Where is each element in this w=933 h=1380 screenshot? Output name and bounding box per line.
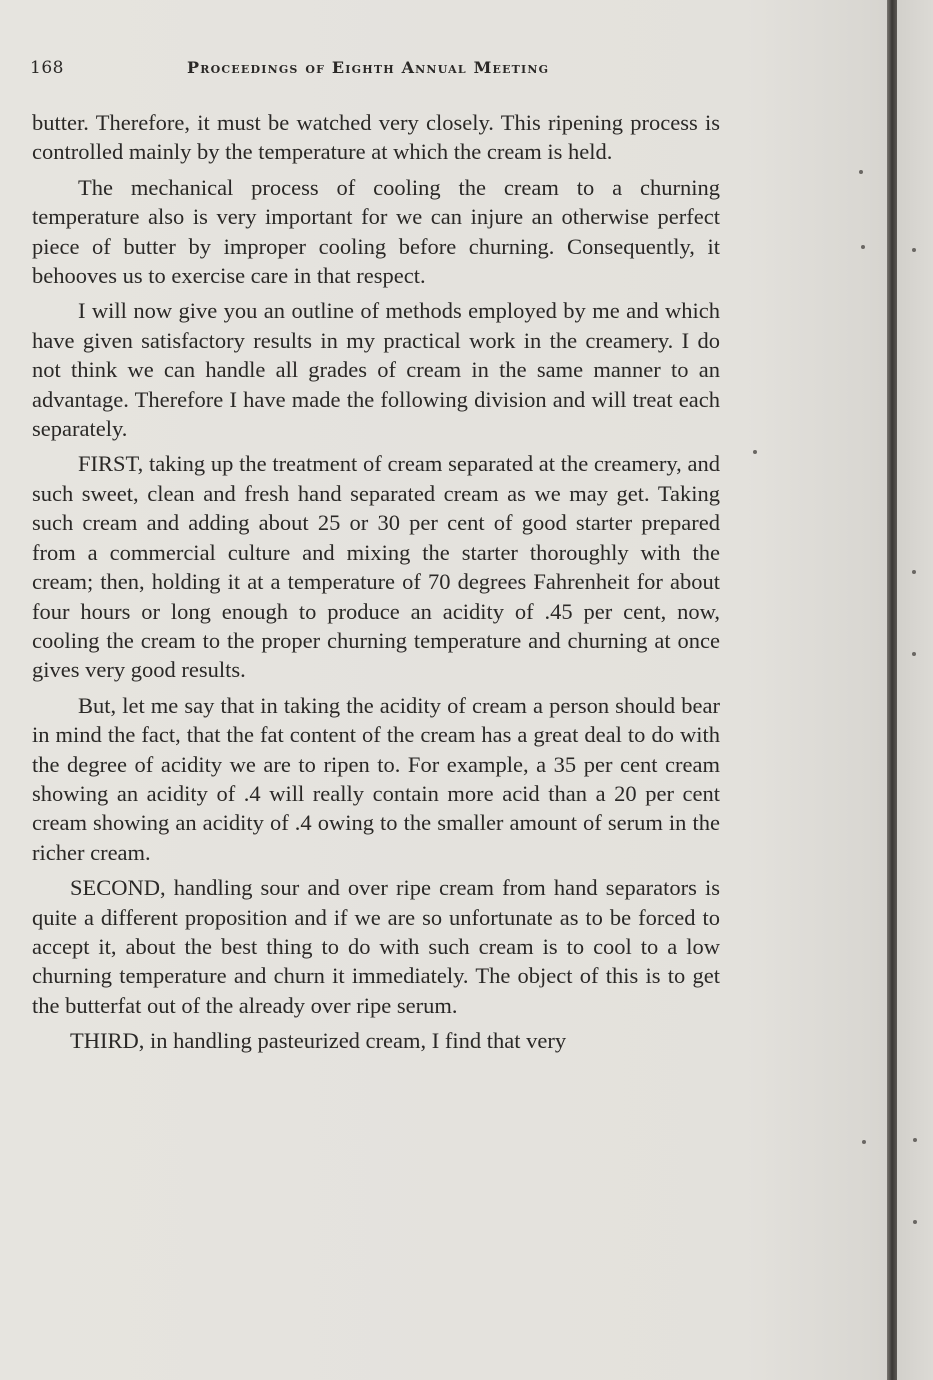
body-text bbox=[32, 108, 720, 1062]
paragraph: I will now give you an outline of methods employed by me and which have given satisfactory results in my practical work in the creamery. I do not think we can handle all grades of cream in the same manner to an advantage. Therefore I have made the following division and will treat each separately. bbox=[32, 298, 720, 442]
paragraph: THIRD, in handling pasteurized cream, I find that very bbox=[70, 1028, 567, 1054]
speck bbox=[861, 245, 865, 249]
page-edge bbox=[897, 0, 933, 1380]
paragraph: The mechanical process of cooling the cream to a churning temperature also is very important for we can injure an otherwise perfect piece of butter by improper cooling before churning. Consequently, it behooves us to exercise care in that respect. bbox=[32, 174, 720, 289]
paragraph: FIRST, taking up the treatment of cream separated at the creamery, and such sweet, clean and fresh hand separated cream as we may get. Taking such cream and adding about 25 or 30 per cent of good starter prepared from a commercial culture and mixing the starter thoroughly with the cream; then, holding it at a temperature of 70 degrees Fahrenheit for about four hours or long enough to produce an acidity of .45 per cent, now, cooling the cream to the proper churning temperature and churning at once gives very good results. bbox=[32, 451, 720, 683]
speck bbox=[912, 652, 916, 656]
paragraph: But, let me say that in taking the acidity of cream a person should bear in mind the fact, that the fat content of the cream has a great deal to do with the degree of acidity we are to ripen to. For example, a 35 per cent cream showing an acidity of .4 will really contain more acid than a 20 per cent cream showing an acidity of .4 owing to the smaller amount of serum in the richer cream. bbox=[32, 692, 720, 865]
speck bbox=[912, 248, 916, 252]
speck bbox=[913, 1220, 917, 1224]
paragraph: SECOND, handling sour and over ripe cream from hand separators is quite a different proposition and if we are so unfortunate as to be forced to accept it, about the best thing to do with such cream is to cool to a low churning temperature and churn it immediately. The object of this is to get the butterfat out of the already over ripe serum. bbox=[32, 875, 720, 1018]
speck bbox=[913, 1138, 917, 1142]
speck bbox=[912, 570, 916, 574]
speck bbox=[859, 170, 863, 174]
book-binding bbox=[887, 0, 897, 1380]
running-head: Proceedings of Eighth Annual Meeting bbox=[187, 58, 550, 77]
speck bbox=[753, 450, 757, 454]
paragraph: butter. Therefore, it must be watched very closely. This ripening process is controlled mainly by the temperature at which the cream is held. bbox=[32, 110, 720, 165]
page-number: 168 bbox=[30, 58, 64, 78]
speck bbox=[862, 1140, 866, 1144]
